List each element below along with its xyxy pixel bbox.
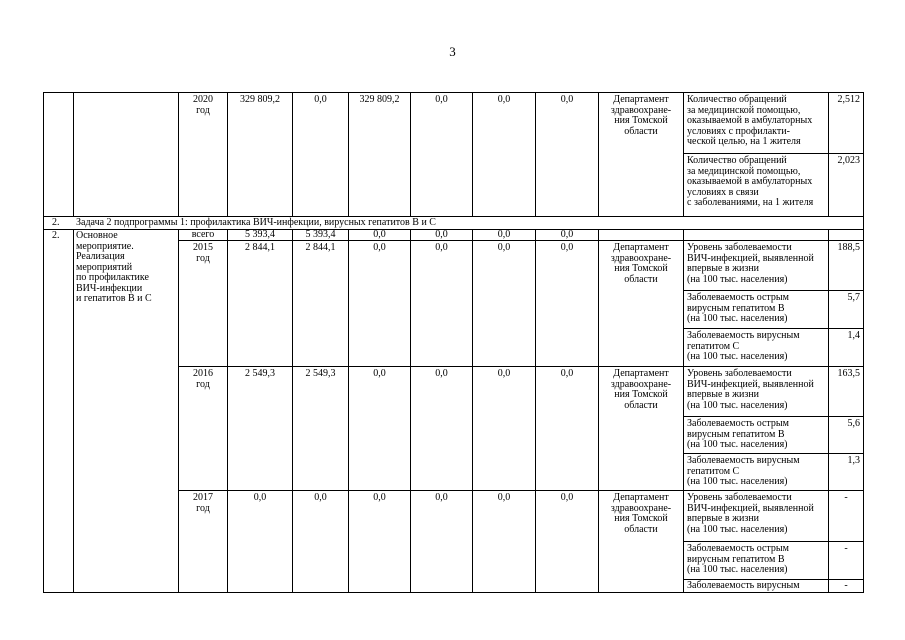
- indicator-value: 1,3: [847, 455, 860, 466]
- year-cell: 2016 год: [193, 368, 213, 390]
- row-line: [683, 328, 864, 329]
- col-line: [472, 229, 473, 592]
- department-cell: Департамент здравоохране- ния Томской области: [610, 242, 672, 285]
- cell-total: 5 393,4: [245, 229, 275, 240]
- cell-regional: 329 809,2: [359, 94, 400, 105]
- indicator-cell: Заболеваемость острым вирусным гепатитом В (на 100 тыс. населения): [687, 543, 789, 575]
- task-title: Задача 2 подпрограммы 1: профилактика ВИЧ-инфекции, вирусных гепатитов В и С: [76, 217, 436, 228]
- col-line: [410, 229, 411, 592]
- indicator-cell: Заболеваемость острым вирусным гепатитом В (на 100 тыс. населения): [687, 292, 789, 324]
- department-cell: Департамент здравоохране- ния Томской области: [610, 94, 672, 137]
- row-line: [683, 153, 864, 154]
- department-cell: Департамент здравоохране- ния Томской области: [610, 492, 672, 535]
- indicator-cell: Уровень заболеваемости ВИЧ-инфекцией, выявленной впервые в жизни (на 100 тыс. населения): [687, 242, 814, 285]
- measure-number: 2.: [52, 230, 60, 241]
- row-line: [178, 366, 864, 367]
- year-cell: 2017 год: [193, 492, 213, 514]
- row-line: [43, 92, 864, 93]
- indicator-value: 2,512: [837, 94, 860, 105]
- indicator-cell: Заболеваемость вирусным гепатитом С (на 100 тыс. населения): [687, 455, 800, 487]
- cell-federal: 2 844,1: [305, 242, 336, 253]
- col-line: [598, 92, 599, 216]
- cell-federal: 2 549,3: [305, 368, 336, 379]
- indicator-cell: Количество обращений за медицинской помощью, оказываемой в амбулаторных условиях в связи с заболеваниями, на 1 жителя: [687, 155, 814, 208]
- task-number: 2.: [52, 217, 60, 228]
- indicator-cell: Уровень заболеваемости ВИЧ-инфекцией, выявленной впервые в жизни (на 100 тыс. населения): [687, 492, 814, 535]
- col-line: [410, 92, 411, 216]
- col-line: [178, 229, 179, 592]
- col-line: [348, 92, 349, 216]
- cell-total: 2 844,1: [245, 242, 275, 253]
- col-line: [227, 92, 228, 216]
- indicator-value: -: [844, 492, 848, 503]
- year-cell: 2015 год: [193, 242, 213, 264]
- col-line: [43, 92, 44, 592]
- col-line: [472, 92, 473, 216]
- page-number: 3: [449, 44, 456, 59]
- cell-federal: 5 393,4: [305, 229, 336, 240]
- col-line: [598, 229, 599, 592]
- col-line: [828, 92, 829, 216]
- department-cell: Департамент здравоохране- ния Томской области: [610, 368, 672, 411]
- col-line: [348, 229, 349, 592]
- col-line: [292, 92, 293, 216]
- cell-regional: 0,0: [373, 229, 386, 240]
- col-line: [227, 229, 228, 592]
- indicator-value: 2,023: [837, 155, 860, 166]
- cell-total: 0,0: [253, 492, 267, 503]
- cell-regional: 0,0: [373, 368, 386, 379]
- indicator-value: 163,5: [837, 368, 860, 379]
- col-line: [683, 92, 684, 216]
- row-line: [43, 592, 864, 593]
- cell-local: 0,0: [435, 229, 448, 240]
- col-line: [292, 229, 293, 592]
- year-cell: 2020 год: [193, 94, 213, 116]
- cell-regional: 0,0: [373, 492, 386, 503]
- col-line: [828, 229, 829, 592]
- indicator-value: 188,5: [837, 242, 860, 253]
- cell-local: 0,0: [435, 94, 448, 105]
- cell-other: 0,0: [560, 368, 574, 379]
- cell-local: 0,0: [435, 242, 448, 253]
- cell-other: 0,0: [560, 242, 574, 253]
- indicator-value: 1,4: [847, 330, 860, 341]
- col-line: [863, 92, 864, 592]
- cell-federal: 0,0: [314, 94, 327, 105]
- row-line: [683, 453, 864, 454]
- cell-tfoms: 0,0: [497, 368, 511, 379]
- indicator-value: 5,7: [847, 292, 860, 303]
- cell-tfoms: 0,0: [497, 242, 511, 253]
- cell-regional: 0,0: [373, 242, 386, 253]
- row-line: [178, 490, 864, 491]
- indicator-cell: Заболеваемость острым вирусным гепатитом В (на 100 тыс. населения): [687, 418, 789, 450]
- indicator-cell: Количество обращений за медицинской помощью, оказываемой в амбулаторных условиях с профилакти- ческой целью, на 1 жителя: [687, 94, 813, 147]
- indicator-cell: Заболеваемость вирусным: [687, 580, 800, 591]
- cell-other: 0,0: [560, 229, 574, 240]
- row-line: [683, 541, 864, 542]
- cell-tfoms: 0,0: [497, 94, 511, 105]
- cell-tfoms: 0,0: [497, 492, 511, 503]
- col-line: [535, 92, 536, 216]
- cell-local: 0,0: [435, 368, 448, 379]
- col-line: [73, 92, 74, 216]
- row-line: [683, 290, 864, 291]
- col-line: [178, 92, 179, 216]
- row-line: [683, 416, 864, 417]
- cell-total: 2 549,3: [245, 368, 275, 379]
- cell-other: 0,0: [560, 492, 574, 503]
- indicator-value: -: [844, 543, 848, 554]
- indicator-cell: Уровень заболеваемости ВИЧ-инфекцией, выявленной впервые в жизни (на 100 тыс. населения): [687, 368, 814, 411]
- col-line: [683, 229, 684, 592]
- measure-name: Основное мероприятие. Реализация мероприятий по профилактике ВИЧ-инфекции и гепатитов В и С: [76, 230, 152, 304]
- cell-federal: 0,0: [314, 492, 327, 503]
- cell-local: 0,0: [435, 492, 448, 503]
- total-label: всего: [191, 229, 215, 240]
- indicator-cell: Заболеваемость вирусным гепатитом С (на 100 тыс. населения): [687, 330, 800, 362]
- indicator-value: -: [844, 580, 848, 591]
- cell-total: 329 809,2: [240, 94, 280, 105]
- cell-tfoms: 0,0: [497, 229, 511, 240]
- indicator-value: 5,6: [847, 418, 860, 429]
- col-line: [535, 229, 536, 592]
- cell-other: 0,0: [560, 94, 574, 105]
- col-line: [73, 229, 74, 592]
